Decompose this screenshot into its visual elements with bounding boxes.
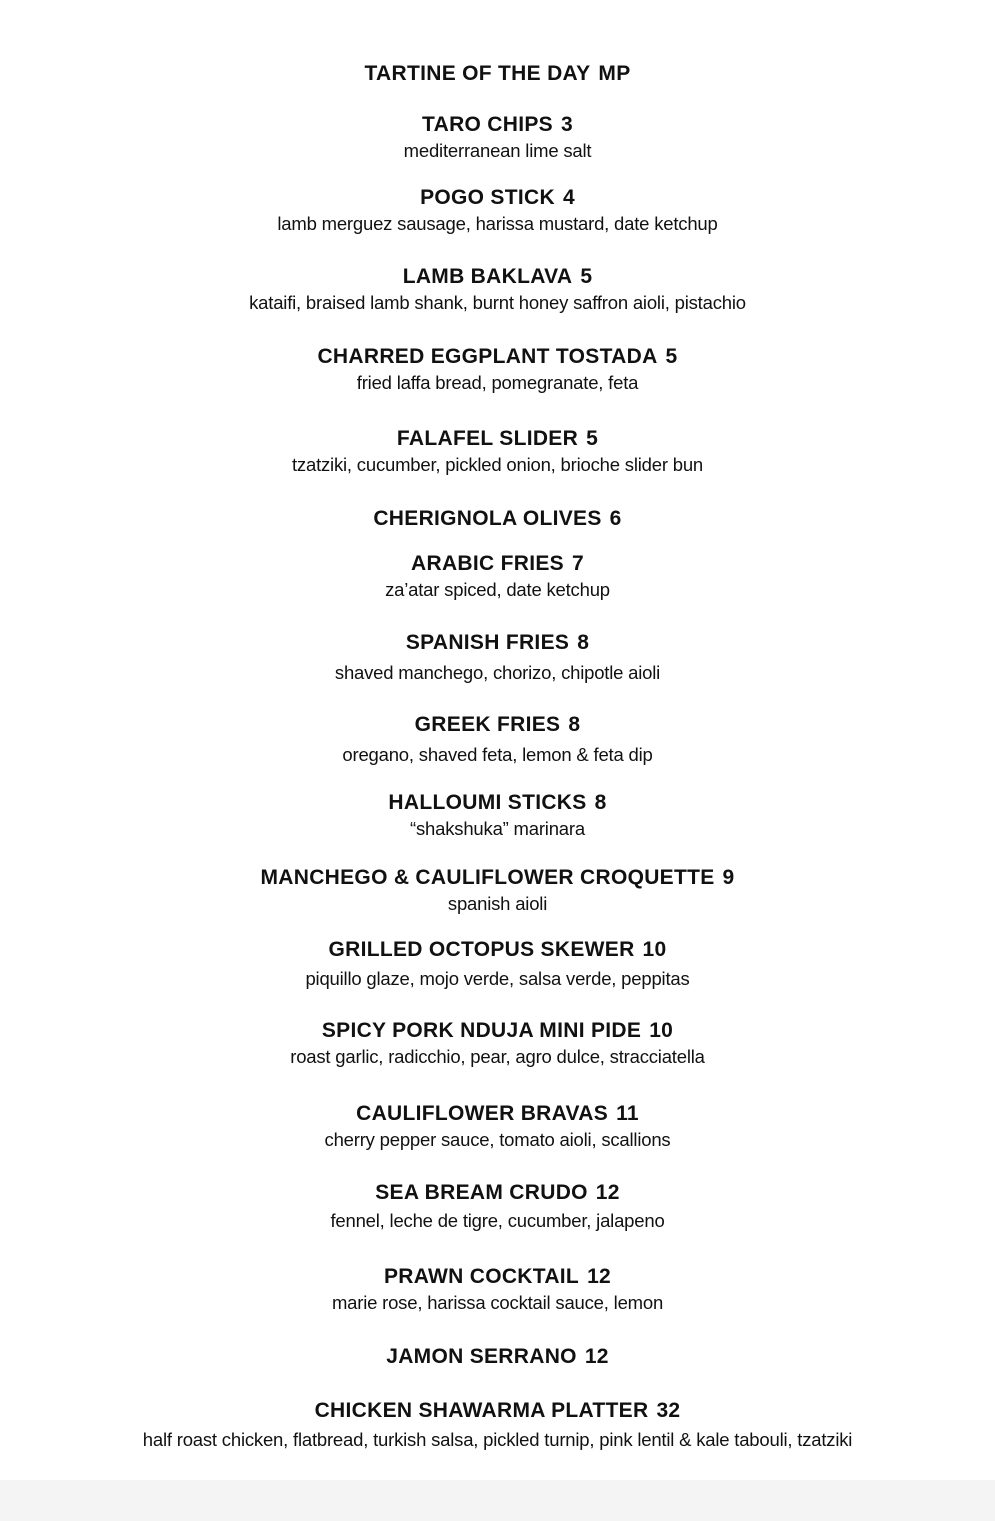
item-name: SPICY PORK NDUJA MINI PIDE xyxy=(321,1019,642,1042)
menu-item xyxy=(0,1101,995,1152)
item-price: 12 xyxy=(584,1345,609,1368)
menu-item xyxy=(0,551,995,602)
item-name: CHARRED EGGPLANT TOSTADA xyxy=(317,345,658,368)
menu-item xyxy=(0,865,995,916)
item-name: TARO CHIPS xyxy=(422,113,553,136)
item-description: shaved manchego, chorizo, chipotle aioli xyxy=(334,662,661,683)
menu-item xyxy=(0,185,995,236)
menu-item xyxy=(0,790,995,841)
item-title xyxy=(0,61,995,87)
item-price: 5 xyxy=(665,345,678,368)
item-name: SEA BREAM CRUDO xyxy=(375,1181,588,1204)
item-title xyxy=(0,630,995,656)
item-price: 5 xyxy=(586,427,599,450)
item-name: SPANISH FRIES xyxy=(405,631,570,654)
item-title xyxy=(0,712,995,738)
item-price: 12 xyxy=(587,1265,612,1288)
item-description: lamb merguez sausage, harissa mustard, date ketchup xyxy=(277,213,718,234)
item-description: spanish aioli xyxy=(447,893,548,914)
item-title xyxy=(0,1180,995,1206)
item-description: cherry pepper sauce, tomato aioli, scallions xyxy=(324,1129,671,1150)
menu-item xyxy=(0,630,995,685)
item-description: half roast chicken, flatbread, turkish salsa, pickled turnip, pink lentil & kale tabouli, tzatziki xyxy=(142,1429,853,1450)
item-price: 8 xyxy=(577,631,590,654)
item-name: CAULIFLOWER BRAVAS xyxy=(356,1102,609,1125)
menu-item xyxy=(0,61,995,87)
item-title xyxy=(0,865,995,891)
item-name: CHICKEN SHAWARMA PLATTER xyxy=(314,1399,649,1422)
item-title xyxy=(0,344,995,370)
item-title xyxy=(0,790,995,816)
item-name: GREEK FRIES xyxy=(414,713,561,736)
item-name: POGO STICK xyxy=(420,186,555,209)
item-price: 10 xyxy=(649,1019,674,1042)
item-title xyxy=(0,185,995,211)
item-name: PRAWN COCKTAIL xyxy=(383,1265,580,1288)
item-name: CHERIGNOLA OLIVES xyxy=(373,507,602,530)
item-description: marie rose, harissa cocktail sauce, lemon xyxy=(331,1292,664,1313)
item-description: piquillo glaze, mojo verde, salsa verde, peppitas xyxy=(305,968,690,989)
item-title xyxy=(0,1264,995,1290)
page-bottom-margin xyxy=(0,1480,995,1521)
item-name: JAMON SERRANO xyxy=(386,1345,577,1368)
menu-item xyxy=(0,1344,995,1370)
menu-item xyxy=(0,937,995,991)
item-description: roast garlic, radicchio, pear, agro dulce, stracciatella xyxy=(290,1046,705,1067)
item-title xyxy=(0,551,995,577)
menu-item xyxy=(0,1398,995,1452)
item-title xyxy=(0,1398,995,1424)
item-price: 3 xyxy=(560,113,573,136)
item-name: LAMB BAKLAVA xyxy=(402,265,573,288)
item-title xyxy=(0,112,995,138)
menu-item xyxy=(0,1180,995,1233)
item-price: 32 xyxy=(656,1399,681,1422)
menu-item xyxy=(0,506,995,532)
item-name: ARABIC FRIES xyxy=(411,552,564,575)
item-price: 9 xyxy=(722,866,735,889)
item-price: 11 xyxy=(616,1102,639,1125)
item-description: tzatziki, cucumber, pickled onion, brioche slider bun xyxy=(291,454,703,475)
item-name: TARTINE OF THE DAY xyxy=(364,62,591,85)
item-name: FALAFEL SLIDER xyxy=(396,427,579,450)
menu-item xyxy=(0,344,995,395)
item-price: 10 xyxy=(642,938,667,961)
menu-item xyxy=(0,712,995,767)
item-price: 7 xyxy=(571,552,584,575)
item-price: 8 xyxy=(594,791,607,814)
item-description: “shakshuka” marinara xyxy=(410,818,585,839)
item-price: 8 xyxy=(568,713,581,736)
item-title xyxy=(0,506,995,532)
item-description: fried laffa bread, pomegranate, feta xyxy=(356,372,639,393)
menu-item xyxy=(0,426,995,477)
item-price: MP xyxy=(598,62,631,85)
item-description: fennel, leche de tigre, cucumber, jalapeno xyxy=(330,1210,665,1231)
item-description: za’atar spiced, date ketchup xyxy=(385,579,610,600)
item-price: 6 xyxy=(609,507,622,530)
item-title xyxy=(0,1344,995,1370)
menu-item xyxy=(0,112,995,163)
item-price: 4 xyxy=(562,186,575,209)
item-price: 5 xyxy=(580,265,593,288)
item-name: HALLOUMI STICKS xyxy=(388,791,587,814)
item-name: MANCHEGO & CAULIFLOWER CROQUETTE xyxy=(260,866,715,889)
item-title xyxy=(0,1018,995,1044)
menu-item xyxy=(0,1018,995,1069)
item-title xyxy=(0,937,995,963)
item-name: GRILLED OCTOPUS SKEWER xyxy=(328,938,635,961)
item-description: oregano, shaved feta, lemon & feta dip xyxy=(342,744,653,765)
item-price: 12 xyxy=(595,1181,620,1204)
item-title xyxy=(0,264,995,290)
item-description: mediterranean lime salt xyxy=(403,140,592,161)
item-title xyxy=(0,426,995,452)
menu-item xyxy=(0,1264,995,1315)
item-description: kataifi, braised lamb shank, burnt honey saffron aioli, pistachio xyxy=(249,292,746,313)
item-title xyxy=(0,1101,995,1127)
menu-item xyxy=(0,264,995,315)
